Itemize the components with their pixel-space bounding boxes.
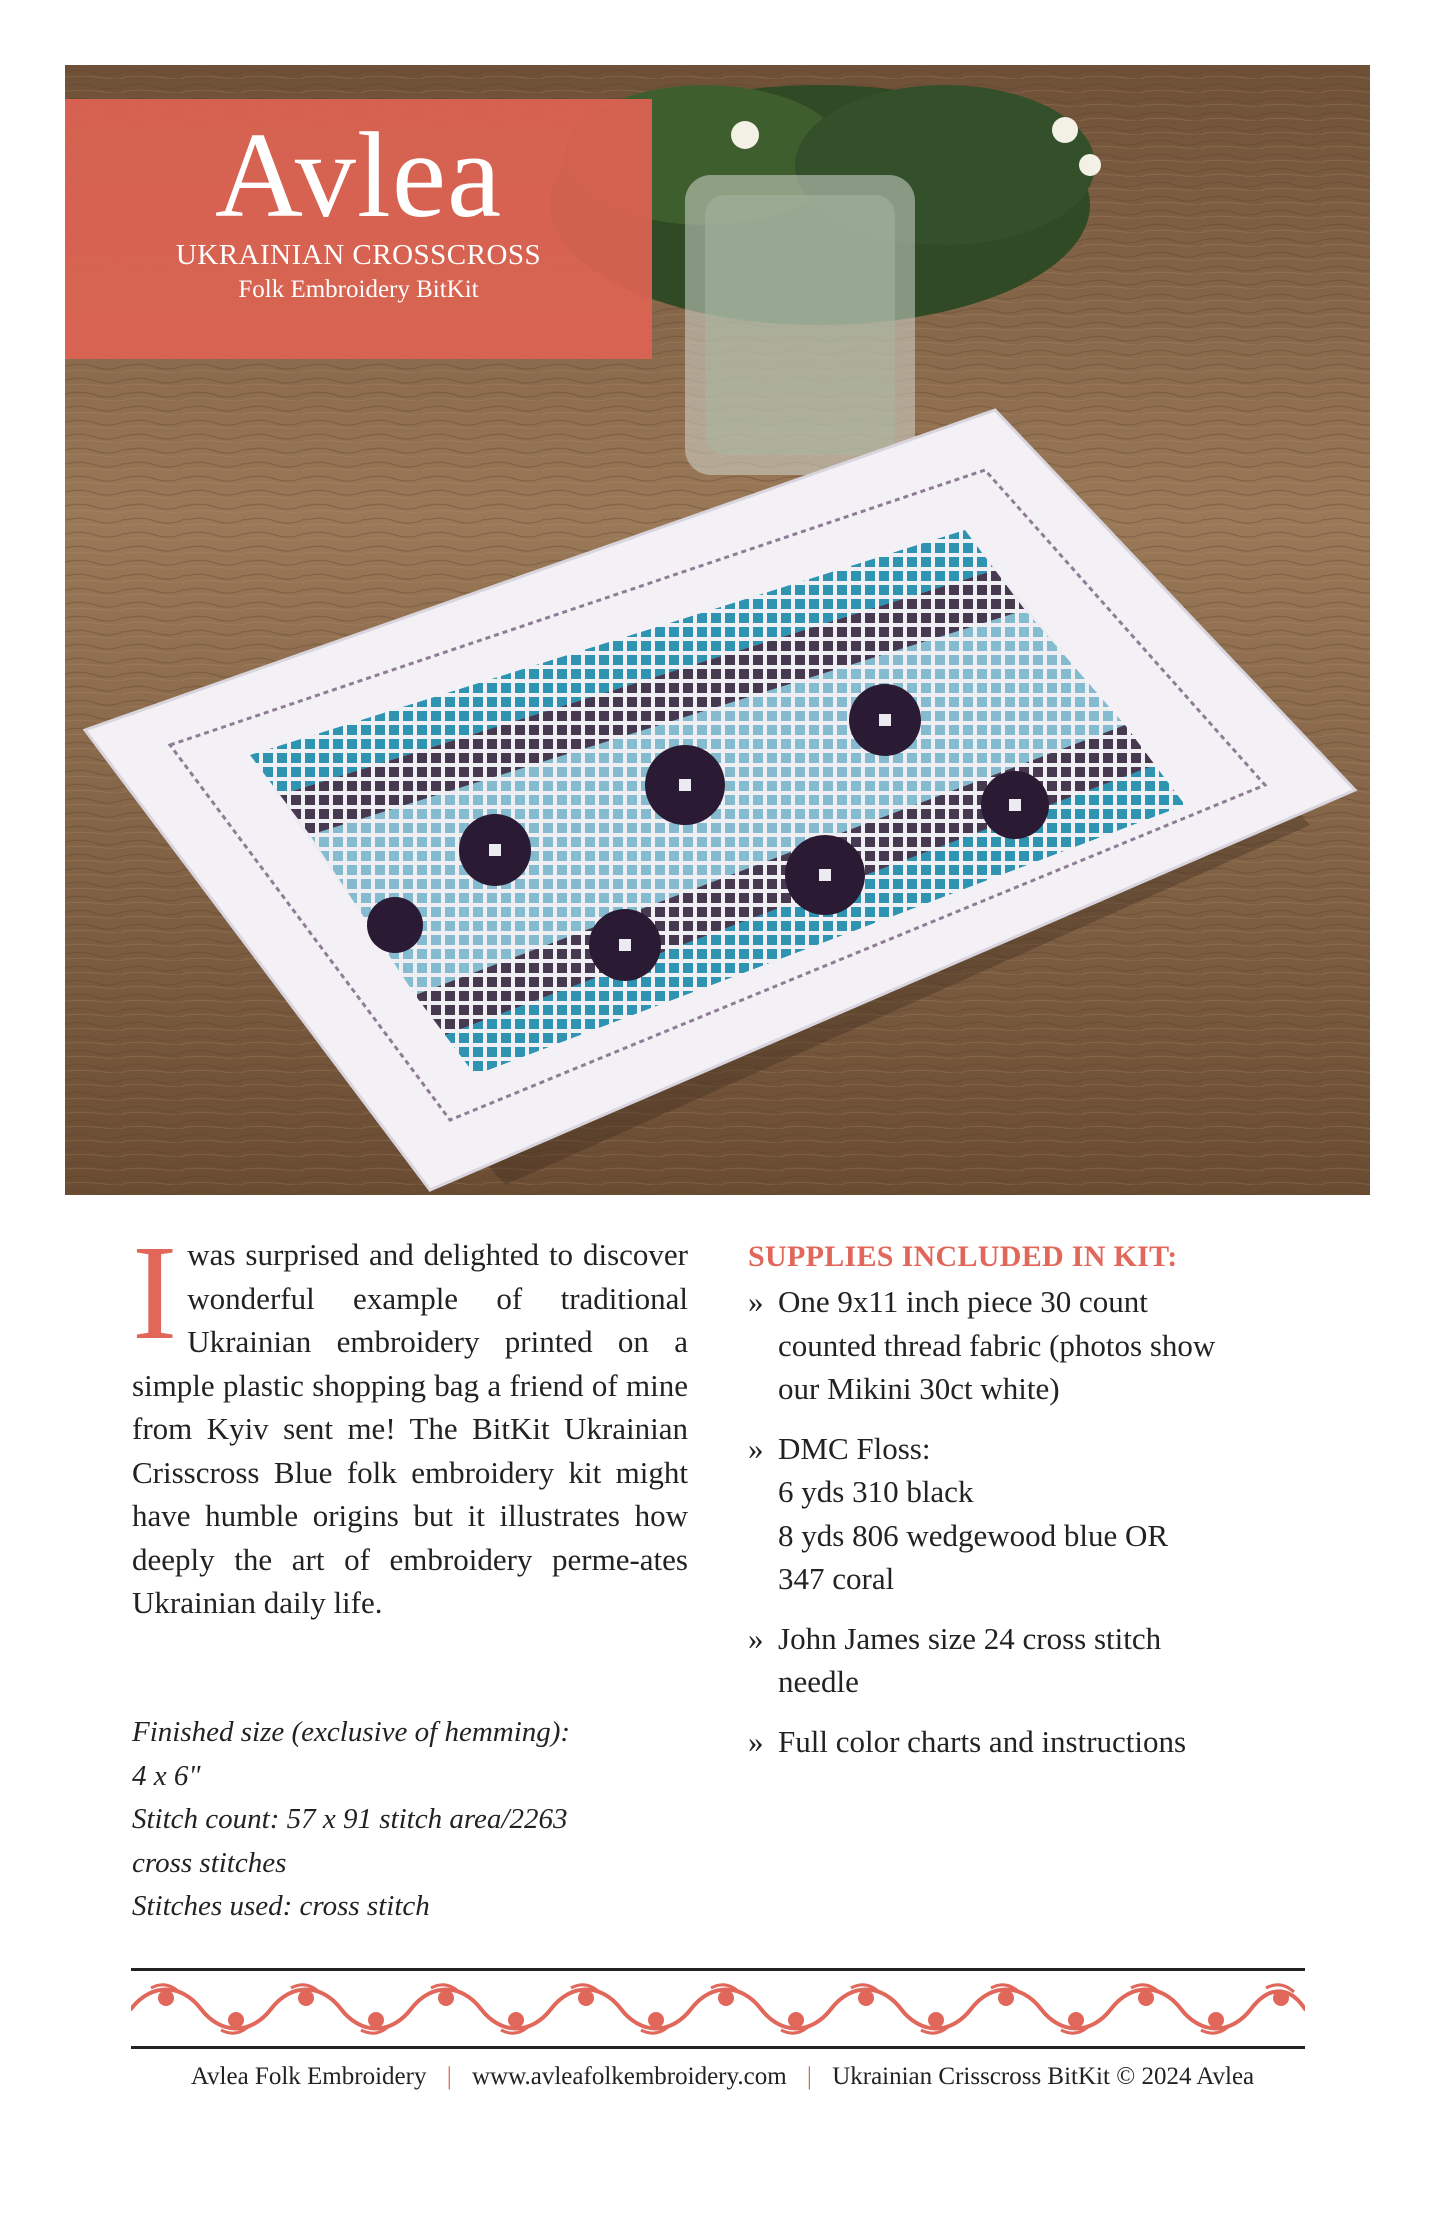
footer-brand: Avlea Folk Embroidery <box>190 2063 427 2090</box>
list-item <box>748 1720 1328 1764</box>
intro-paragraph <box>132 1218 688 1625</box>
drop-cap: I <box>132 1218 178 1368</box>
list-item <box>748 1427 1328 1601</box>
bullet-icon: » <box>748 1284 764 1319</box>
supplies-list <box>748 1280 1328 1763</box>
footer-separator: | <box>446 2063 452 2090</box>
bullet-icon: » <box>748 1620 764 1656</box>
stitch-count-value: cross stitches <box>132 1846 287 1879</box>
scroll-ornament-icon <box>131 1968 1305 2050</box>
list-item <box>748 1280 1328 1411</box>
footer-website-link[interactable]: www.avleafolkembroidery.com <box>471 2063 787 2090</box>
stitches-used: Stitches used: cross stitch <box>132 1890 430 1922</box>
bullet-icon: » <box>748 1430 764 1466</box>
footer <box>0 2063 1445 2091</box>
supplies-section <box>748 1240 1328 1779</box>
stitch-count-label: Stitch count: 57 x 91 stitch area/2263 <box>132 1803 568 1835</box>
finished-size-value: 4 x 6" <box>132 1759 201 1792</box>
list-item-line: DMC Floss: <box>778 1430 931 1466</box>
ornamental-border <box>131 1968 1305 2050</box>
brand-title: Avlea <box>214 108 503 243</box>
list-item-line: John James size 24 cross stitch <box>778 1620 1162 1656</box>
list-item-line: 6 yds 310 black <box>778 1474 974 1509</box>
footer-separator: | <box>806 2063 812 2090</box>
list-item-line: 8 yds 806 wedgewood blue OR <box>778 1517 1169 1553</box>
list-item <box>748 1617 1328 1704</box>
list-item-line: our Mikini 30ct white) <box>778 1371 1060 1406</box>
supplies-heading: SUPPLIES INCLUDED IN KIT: <box>748 1240 1178 1273</box>
list-item-line: Full color charts and instructions <box>778 1723 1187 1759</box>
bullet-icon: » <box>748 1723 764 1759</box>
kit-subtitle: UKRAINIAN CROSSCROSS <box>175 239 542 271</box>
title-block <box>65 99 652 359</box>
list-item-line: 347 coral <box>778 1561 895 1596</box>
list-item-line: needle <box>778 1664 859 1699</box>
list-item-line: One 9x11 inch piece 30 count <box>778 1284 1148 1319</box>
intro-text: was surprised and delighted to discover wonderful example of traditional Ukrainian embroidery printed on a simple plastic shopping bag a friend of mine from Kyiv sent me! The BitKit Ukrainian Crisscross Blue folk embroidery kit might have humble origins but it illustrates how deeply the art of embroidery perme-ates Ukrainian daily life. <box>132 1237 688 1620</box>
list-item-line: counted thread fabric (photos show <box>778 1327 1216 1363</box>
kit-tagline: Folk Embroidery BitKit <box>238 276 479 303</box>
kit-specs <box>132 1711 712 1929</box>
finished-size-label: Finished size (exclusive of hemming): <box>132 1716 571 1748</box>
footer-copyright: Ukrainian Crisscross BitKit © 2024 Avlea <box>832 2063 1255 2090</box>
